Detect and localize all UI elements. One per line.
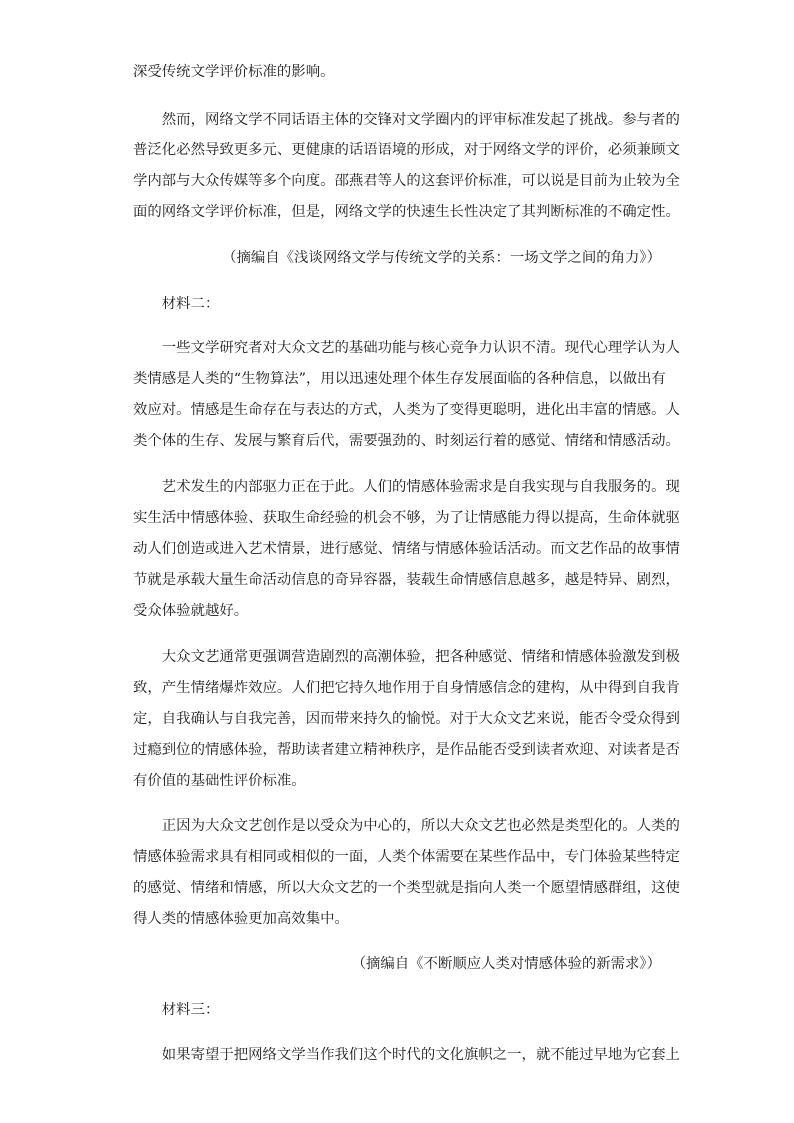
text-line: 然而，网络文学不同话语主体的交锋对文学圈内的评审标准发起了挑战。参与者的 <box>133 112 680 128</box>
text-line: 类个体的生存、发展与繁育后代，需要强劲的、时刻运行着的感觉、情绪和情感活动。 <box>133 433 680 449</box>
section-heading: 材料二： <box>133 296 220 312</box>
text-line: 艺术发生的内部驱力正在于此。人们的情感体验需求是自我实现与自我服务的。现 <box>133 479 680 495</box>
text-line: 受众体验就越好。 <box>133 603 249 619</box>
text-line: 深受传统文学评价标准的影响。 <box>133 64 335 80</box>
text-line: 致，产生情绪爆炸效应。人们把它持久地作用于自身情感信念的建构，从中得到自我肯 <box>133 680 680 696</box>
section-heading: 材料三： <box>133 1002 220 1018</box>
text-line: 节就是承载大量生命活动信息的奇异容器，装载生命情感信息越多，越是特异、剧烈， <box>133 572 680 588</box>
text-line: 有价值的基础性评价标准。 <box>133 773 306 789</box>
text-line: 普泛化必然导致更多元、更健康的话语语境的形成，对于网络文学的评价，必须兼顾文 <box>133 142 680 158</box>
text-line: 的感觉、情绪和情感，所以大众文艺的一个类型就是指向人类一个愿望情感群组，这使 <box>133 880 680 896</box>
text-line: 情感体验需求具有相同或相似的一面，人类个体需要在某些作品中，专门体验某些特定 <box>133 849 680 865</box>
text-line: 类情感是人类的“生物算法”，用以迅速处理个体生存发展面临的各种信息，以做出有 <box>133 371 666 387</box>
text-line: 大众文艺通常更强调营造剧烈的高潮体验，把各种感觉、情绪和情感体验激发到极 <box>133 649 680 665</box>
text-line: 一些文学研究者对大众文艺的基础功能与核心竞争力认识不清。现代心理学认为人 <box>133 340 680 356</box>
text-line: 实生活中情感体验、获取生命经验的机会不够，为了让情感能力得以提高，生命体就驱 <box>133 510 680 526</box>
text-line: 学内部与大众传媒等多个向度。邵燕君等人的这套评价标准，可以说是目前为止较为全 <box>133 173 680 189</box>
text-line: 效应对。情感是生命存在与表达的方式，人类为了变得更聪明，进化出丰富的情感。人 <box>133 402 680 418</box>
source-citation: （摘编自《浅谈网络文学与传统文学的关系：一场文学之间的角力》） <box>222 250 661 266</box>
text-line: 如果寄望于把网络文学当作我们这个时代的文化旗帜之一，就不能过早地为它套上 <box>133 1047 680 1063</box>
source-citation: （摘编自《不断顺应人类对情感体验的新需求》） <box>351 956 661 972</box>
text-line: 定，自我确认与自我完善，因而带来持久的愉悦。对于大众文艺来说，能否令受众得到 <box>133 711 680 727</box>
text-line: 正因为大众文艺创作是以受众为中心的，所以大众文艺也必然是类型化的。人类的 <box>133 818 680 834</box>
text-line: 得人类的情感体验更加高效集中。 <box>133 911 349 927</box>
text-line: 过瘾到位的情感体验，帮助读者建立精神秩序，是作品能否受到读者欢迎、对读者是否 <box>133 742 680 758</box>
text-line: 动人们创造或进入艺术情景，进行感觉、情绪与情感体验话活动。而文艺作品的故事情 <box>133 541 680 557</box>
text-line: 面的网络文学评价标准，但是，网络文学的快速生长性决定了其判断标准的不确定性。 <box>133 204 680 220</box>
